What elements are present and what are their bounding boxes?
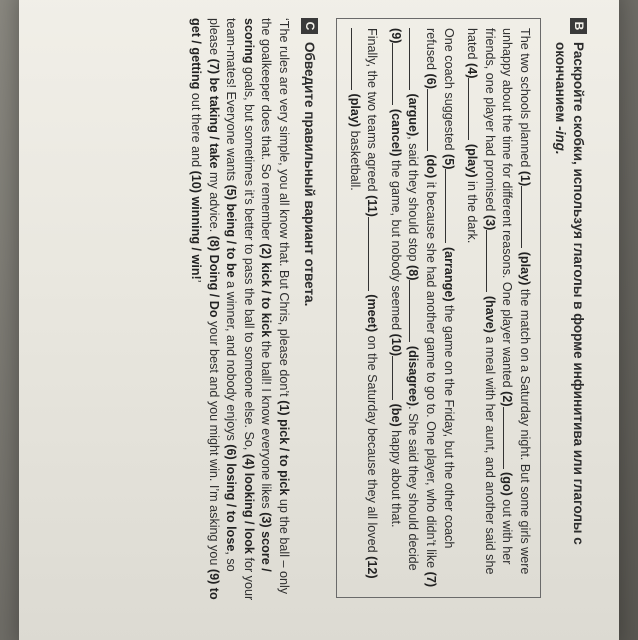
task-b-title-main: Раскройте скобки, используя глаголы в форме инфинитива или глаголы с окончанием [553,42,586,545]
text-run: in the dark. [465,177,480,244]
text-run: the ball! I know everyone likes [259,337,274,513]
text-run: goals, but sometimes it’s better to pass the ball to someone else. So, [241,63,256,454]
task-c-paragraph [187,18,293,603]
answer-blank[interactable] [392,43,403,105]
task-b-letter: B [570,18,587,34]
answer-blank[interactable] [521,186,532,248]
verb-prompt: (be) [388,403,403,427]
verb-prompt: (do) [424,154,439,179]
choice-option[interactable]: (5) being / to be [224,184,239,278]
text-run: a meal with her aunt, and another said she hated [465,28,497,575]
text-run: on the Saturday because they all loved [365,332,380,557]
gap-number: (6) [424,73,439,89]
answer-blank[interactable] [503,407,514,469]
text-run: basketball. [347,127,362,191]
gap-number: (9) [388,28,403,44]
answer-blank[interactable] [351,28,362,90]
task-b-title-ing: -ing. [553,126,568,155]
gap-number: (8) [406,265,421,281]
text-run: a winner, and nobody enjoys [224,277,239,445]
choice-option[interactable]: (1) pick / to pick [277,400,292,496]
verb-prompt: (meet) [365,294,380,333]
text-run: up the ball – only the goalkeeper does that. So remember [259,18,292,595]
verb-prompt: (play) [518,251,532,286]
task-b-title [551,42,587,628]
task-c-header [300,18,318,628]
text-run: the game, but nobody seemed [388,156,403,334]
task-b-paragraph-1 [463,28,533,588]
choice-option[interactable]: (8) Doing / Do [206,235,221,318]
verb-prompt: (go) [500,472,515,496]
text-run: The two schools planned [518,28,532,171]
text-run: the match on a Saturday night. But some girls were unhappy about the time for different reasons. One player wanted [500,28,532,575]
choice-option[interactable]: (7) be taking / take [206,58,221,169]
answer-blank[interactable] [409,280,420,342]
verb-prompt: (play) [465,143,480,178]
text-run: out there and [189,89,204,171]
answer-blank[interactable] [368,217,379,291]
gap-number: (3) [482,214,497,231]
answer-blank[interactable] [409,28,420,90]
task-b-text-box [336,18,541,598]
verb-prompt: (play) [347,93,362,128]
text-run: your best and you might win. I’m asking you [206,317,221,569]
verb-prompt: (arrange) [441,246,456,302]
gap-number: (11) [365,195,380,217]
text-run: Finally, the two teams agreed [365,28,380,196]
answer-blank[interactable] [445,169,456,243]
text-run: ’ [189,279,204,283]
verb-prompt: (cancel) [388,108,403,157]
text-run: One coach suggested [441,28,456,155]
choice-option[interactable]: (4) looking / look [241,453,256,554]
choice-option[interactable]: (9) to get / getting [189,18,221,600]
answer-blank[interactable] [392,356,403,400]
text-run: the game on the Friday, but the other coach refused [424,28,456,549]
answer-blank[interactable] [468,78,479,140]
verb-prompt: (argue) [406,93,421,137]
answer-blank[interactable] [427,89,438,151]
text-run: . She said they should decide [406,406,421,571]
task-c-text [187,18,293,603]
gap-number: (2) [500,391,515,407]
choice-option[interactable]: (3) score / scoring [241,18,274,572]
verb-prompt: (have) [482,295,497,333]
text-run: my advice. [206,168,221,236]
text-run: happy about that. [388,426,403,528]
verb-prompt: (disagree) [406,345,421,407]
page-content [187,18,588,628]
worksheet-page [19,0,619,640]
text-run: , so please [206,18,239,572]
gap-number: (12) [365,556,380,579]
text-run: it because she had another game to go to. One player, who didn’t like [424,178,439,572]
text-run: , said they should stop [406,136,421,266]
gap-number: (1) [518,170,532,187]
text-run: ‘The rules are very simple, you all know that. But Chris, please don’t [277,18,292,401]
choice-option[interactable]: (2) kick / to kick [259,243,274,338]
task-c-title: Обведите правильный вариант ответа. [302,42,318,307]
gap-number: (4) [465,63,480,79]
gap-number: (10) [388,333,403,357]
gap-number: (7) [424,571,439,588]
gap-number: (5) [441,154,456,170]
choice-option[interactable]: (10) winning / win! [189,170,204,280]
task-b-header [551,18,587,628]
text-run: out with her friends, one player had promised [482,28,515,565]
task-c-letter: C [301,18,318,34]
task-b-paragraph-3 [345,28,380,588]
task-b-paragraph-2 [386,28,456,588]
answer-blank[interactable] [486,230,497,292]
text-run: for your team-mates! Everyone wants [224,18,256,601]
choice-option[interactable]: (6) losing / to lose [224,444,239,552]
